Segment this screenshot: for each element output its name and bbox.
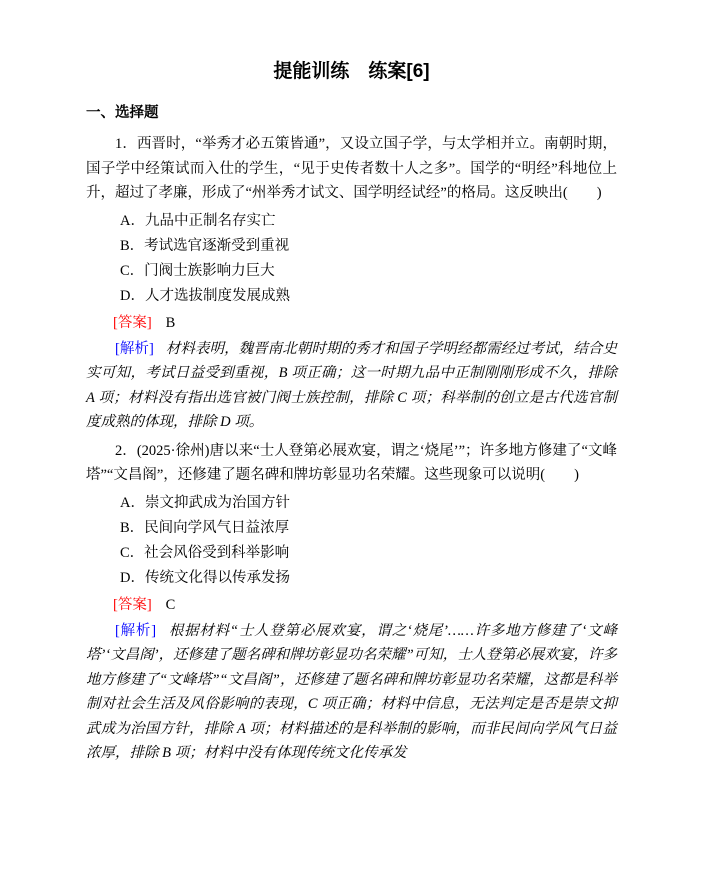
option-d: D．传统文化得以传承发扬: [120, 569, 290, 586]
answer-label: [答案]: [113, 596, 152, 613]
question-2-answer-line: [86, 594, 617, 617]
analysis-text: 根据材料“士人登第必展欢宴，谓之‘烧尾’……许多地方修建了‘文峰塔’‘文昌阁’，还修建了题名碑和牌坊彰显功名荣耀”可知，士人登第必展欢宴，许多地方修建了“文峰塔”“文昌阁”，还修建了题名碑和牌坊彰显功名荣耀，这都是科举制对社会生活及风俗影响的表现，C 项正确；材料中信息，无法判定是否是崇文抑武成为治国方针，排除 A 项；材料描述的是科举制的影响，而非民间向学风气日益浓厚，排除 B 项；材料中没有体现传统文化传承发: [86, 622, 617, 761]
question-1-stem: 1．西晋时，“举秀才必五策皆通”，又设立国子学，与太学相并立。南朝时期，国子学中经策试而入仕的学生，“见于史传者数十人之多”。国学的“明经”科地位上升，超过了孝廉，形成了“州举秀才试文、国学明经试经”的格局。这反映出( ): [86, 136, 617, 201]
analysis-label: [解析]: [115, 340, 154, 357]
option-b: B．考试选官逐渐受到重视: [120, 237, 290, 254]
question-2-analysis: [86, 619, 617, 766]
option-a: A．崇文抑武成为治国方针: [120, 494, 290, 511]
option-c: C．社会风俗受到科举影响: [120, 544, 290, 561]
answer-value: C: [165, 596, 176, 613]
answer-label: [答案]: [113, 314, 152, 331]
question-2-options: [86, 491, 617, 591]
answer-value: B: [165, 314, 176, 331]
analysis-label: [解析]: [115, 622, 157, 639]
analysis-text: 材料表明，魏晋南北朝时期的秀才和国子学明经都需经过考试，结合史实可知，考试日益受到重视，B 项正确；这一时期九品中正制刚刚形成不久，排除 A 项；材料没有指出选官被门阀士族控制，排除 C 项；科举制的创立是古代选官制度成熟的体现，排除 D 项。: [86, 340, 617, 430]
question-1: [86, 132, 617, 435]
question-2: [86, 439, 617, 766]
option-b: B．民间向学风气日益浓厚: [120, 519, 290, 536]
question-1-answer-line: [86, 312, 617, 335]
option-c: C．门阀士族影响力巨大: [120, 262, 275, 279]
page-title: 提能训练 练案[6]: [273, 61, 430, 82]
option-a: A．九品中正制名存实亡: [120, 212, 276, 229]
question-1-analysis: [86, 337, 617, 435]
question-1-options: [86, 209, 617, 309]
question-2-stem: 2．(2025·徐州)唐以来“士人登第必展欢宴，谓之‘烧尾’”；许多地方修建了“文峰塔”“文昌阁”，还修建了题名碑和牌坊彰显功名荣耀。这些现象可以说明( ): [86, 442, 617, 483]
option-d: D．人才选拔制度发展成熟: [120, 287, 290, 304]
section-heading: 一、选择题: [86, 104, 159, 121]
